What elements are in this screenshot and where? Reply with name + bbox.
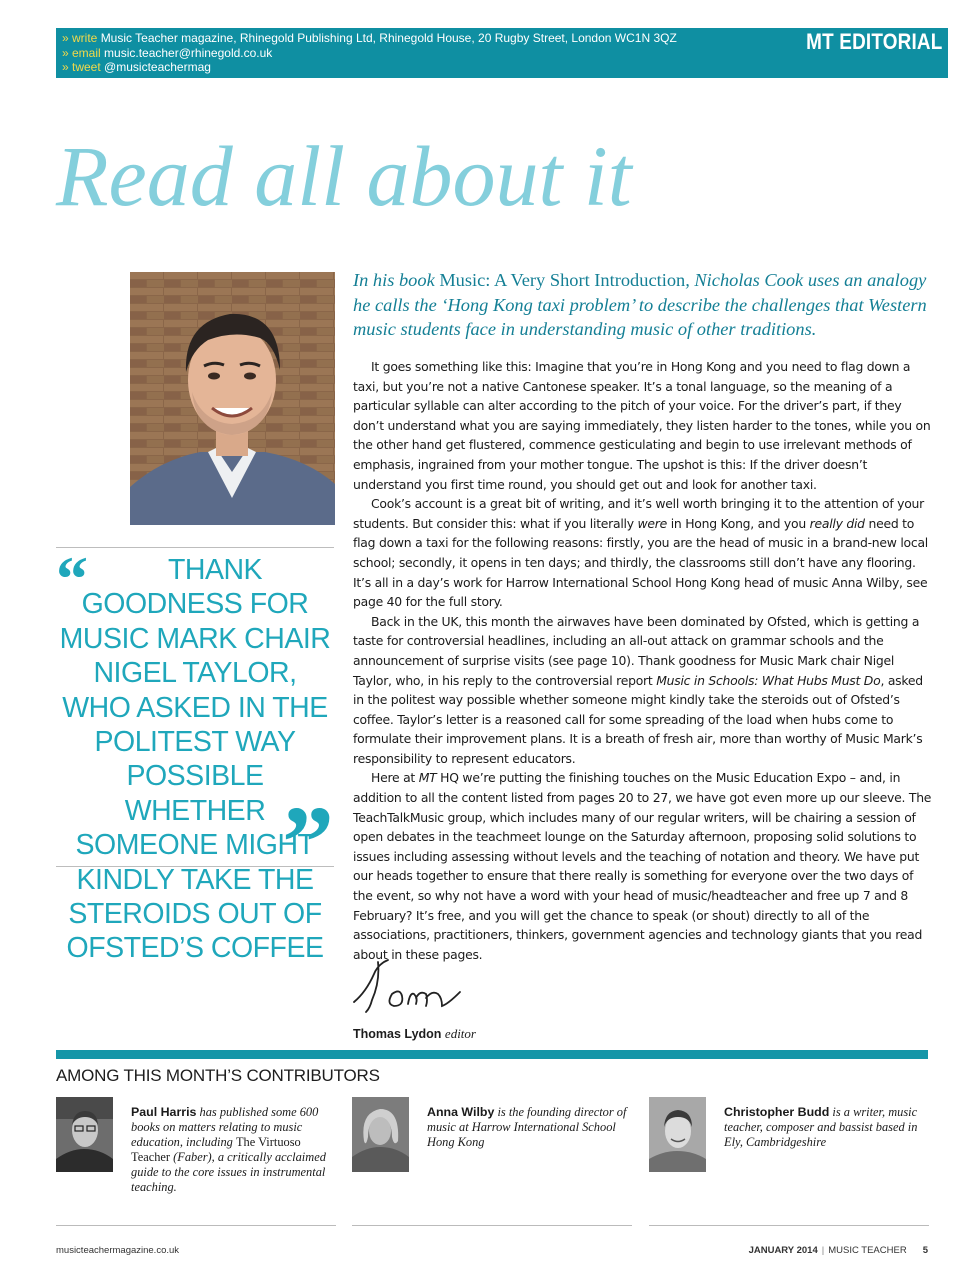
contributor-card bbox=[56, 1097, 338, 1207]
standfirst-part: , Nicholas Cook uses an analogy he calls the ‘Hong Kong taxi problem’ to describe the challenges that Western music students face in understanding music of other traditions. bbox=[353, 270, 927, 340]
contributor-photo bbox=[352, 1097, 409, 1172]
contributor-card bbox=[352, 1097, 634, 1207]
pull-quote-top-rule bbox=[56, 547, 334, 548]
contributor-bio bbox=[131, 1105, 341, 1195]
bio-text: is a writer, music teacher, composer and bassist based in Ely, Cambridgeshire bbox=[724, 1105, 918, 1149]
footer-folio bbox=[749, 1245, 928, 1256]
standfirst bbox=[353, 268, 933, 342]
contributor-rule bbox=[649, 1225, 929, 1226]
editor-role: editor bbox=[444, 1026, 476, 1041]
contact-lines bbox=[62, 31, 677, 75]
email-line bbox=[62, 46, 677, 61]
editor-portrait bbox=[130, 272, 335, 525]
contributor-rule bbox=[352, 1225, 632, 1226]
page-number: 5 bbox=[922, 1245, 928, 1256]
tweet-line bbox=[62, 60, 677, 75]
magazine-name: MUSIC TEACHER bbox=[828, 1245, 907, 1256]
open-quote-mark: “ bbox=[56, 543, 88, 614]
email-link[interactable]: music.teacher@rhinegold.co.uk bbox=[104, 45, 273, 60]
standfirst-part: In his book bbox=[353, 270, 440, 290]
contact-bar bbox=[56, 28, 948, 78]
close-quote-mark: ” bbox=[282, 785, 334, 900]
emphasis: MT bbox=[418, 770, 437, 786]
text-run: Here at bbox=[371, 770, 419, 786]
paragraph bbox=[353, 612, 933, 769]
emphasis: were bbox=[637, 515, 668, 531]
text-run: in Hong Kong, and you bbox=[667, 515, 810, 531]
contributor-name: Christopher Budd bbox=[724, 1105, 830, 1119]
pull-quote bbox=[56, 543, 334, 965]
paragraph bbox=[353, 768, 933, 964]
editor-signature bbox=[348, 952, 473, 1022]
pull-quote-text bbox=[56, 553, 334, 966]
contributors-divider bbox=[56, 1050, 928, 1059]
text-run: , asked in the politest way possible whether someone might kindly take the steroids out of Ofsted’s coffee. Taylor’s letter is a reasoned call for some spreading of the load when hubs come to formulate their improvement plans. It is a breath of fresh air, more than worthy of Music Mark’s responsibility to represent educators. bbox=[353, 672, 923, 766]
emphasis: really did bbox=[809, 515, 865, 531]
twitter-handle[interactable]: @musicteachermag bbox=[104, 60, 211, 74]
book-title: The Virtuoso Teacher bbox=[131, 1135, 301, 1164]
article-body bbox=[353, 357, 933, 964]
contributor-card bbox=[649, 1097, 931, 1207]
folio-separator: | bbox=[821, 1245, 825, 1256]
text-run: Cook’s account is a great bit of writing, and it’s well worth bringing it to the attention of your students. But consider this: what if you literally bbox=[353, 496, 924, 531]
footer-website[interactable]: musicteachermagazine.co.uk bbox=[56, 1245, 180, 1256]
contributor-photo-illustration bbox=[649, 1097, 706, 1172]
text-run: need to flag down a taxi for the following reasons: firstly, you are the head of music in a brand-new local school; secondly, it opens in ten days; and thirdly, the classrooms still don’t have any flooring. It’s all in a day’s work for Harrow International School Hong Kong head of music Anna Wilby, see page 40 for the full story. bbox=[353, 515, 928, 610]
headline: Read all about it bbox=[56, 128, 632, 224]
contributor-name: Paul Harris bbox=[131, 1105, 197, 1119]
issue-date: JANUARY 2014 bbox=[748, 1245, 818, 1256]
contributor-photo bbox=[56, 1097, 113, 1172]
contributor-name: Anna Wilby bbox=[427, 1105, 495, 1119]
paragraph: It goes something like this: Imagine that you’re in Hong Kong and you need to flag down a taxi, but you’re not a native Cantonese speaker. It’s a tonal language, so the meaning of a particular syllable can alter according to the pitch of your voice. For the driver’s part, if they don’t understand what you are saying immediately, they listen harder to the tones, while you on the other hand get flustered, commence gesticulating and begin to use irrelevant methods of emphasis, ingrained from your mother tongue. The upshot is this: If the driver doesn’t understand you first time round, you should get out and look for another taxi. bbox=[353, 359, 931, 492]
contributor-bio bbox=[724, 1105, 934, 1150]
bio-text: has published some 600 books on matters relating to music education, including bbox=[131, 1105, 319, 1149]
book-title: Music: A Very Short Introduction bbox=[439, 270, 686, 290]
contributor-photo-illustration bbox=[56, 1097, 113, 1172]
byline bbox=[353, 1026, 476, 1042]
write-key: » write bbox=[62, 31, 98, 45]
write-line bbox=[62, 31, 677, 46]
postal-address: Music Teacher magazine, Rhinegold Publishing Ltd, Rhinegold House, 20 Rugby Street, London WC1N 3QZ bbox=[100, 31, 677, 45]
text-run: HQ we’re putting the finishing touches on the Music Education Expo – and, in addition to all the content listed from pages 20 to 27, we have got even more up our sleeve. The TeachTalkMusic group, which includes many of our regular writers, will be chairing a session of open debates in the teachmeet lounge on the Saturday afternoon, proposing solid solutions to issues including assessing without levels and the teaching of notation and theory. We have put our heads together to ensure that there really is something for everyone over the two days of the event, so why not have a word with your head of music/headteacher and free up 7 and 8 February? It’s free, and you will get the chance to speak (or shout) directly to all of the associations, practitioners, thinkers, government agencies and technology giants that you read about in these pages. bbox=[353, 770, 932, 962]
bio-text: (Faber), a critically acclaimed guide to the core issues in instrumental teaching. bbox=[131, 1150, 326, 1194]
contributor-bio bbox=[427, 1105, 637, 1150]
contributor-photo bbox=[649, 1097, 706, 1172]
section-label: MT EDITORIAL bbox=[805, 29, 942, 54]
tweet-key: » tweet bbox=[62, 60, 101, 74]
contributor-rule bbox=[56, 1225, 336, 1226]
portrait-illustration bbox=[130, 272, 335, 525]
pull-quote-bottom-rule bbox=[56, 866, 334, 867]
text-run: Back in the UK, this month the airwaves have been dominated by Ofsted, which is getting a taste for controversial headlines, including an all-out attack on grammar schools and the announcement of surprise visits (see page 10). Thank goodness for Music Mark chair Nigel Taylor, who, in his reply to the controversial report bbox=[353, 613, 920, 688]
contributor-photo-illustration bbox=[352, 1097, 409, 1172]
paragraph bbox=[353, 494, 933, 612]
pull-quote-body: THANK GOODNESS FOR MUSIC MARK CHAIR NIGEL TAYLOR, WHO ASKED IN THE POLITEST WAY POSSIBLE WHETHER SOMEONE MIGHT KINDLY TAKE THE STEROIDS OUT OF OFSTED’S COFFEE bbox=[59, 554, 331, 965]
contributors-heading: AMONG THIS MONTH’S CONTRIBUTORS bbox=[56, 1066, 380, 1085]
bio-text: is the founding director of music at Harrow International School Hong Kong bbox=[427, 1105, 627, 1149]
report-title: Music in Schools: What Hubs Must Do bbox=[656, 672, 881, 688]
email-key: » email bbox=[62, 45, 101, 60]
editor-name: Thomas Lydon bbox=[353, 1027, 442, 1041]
